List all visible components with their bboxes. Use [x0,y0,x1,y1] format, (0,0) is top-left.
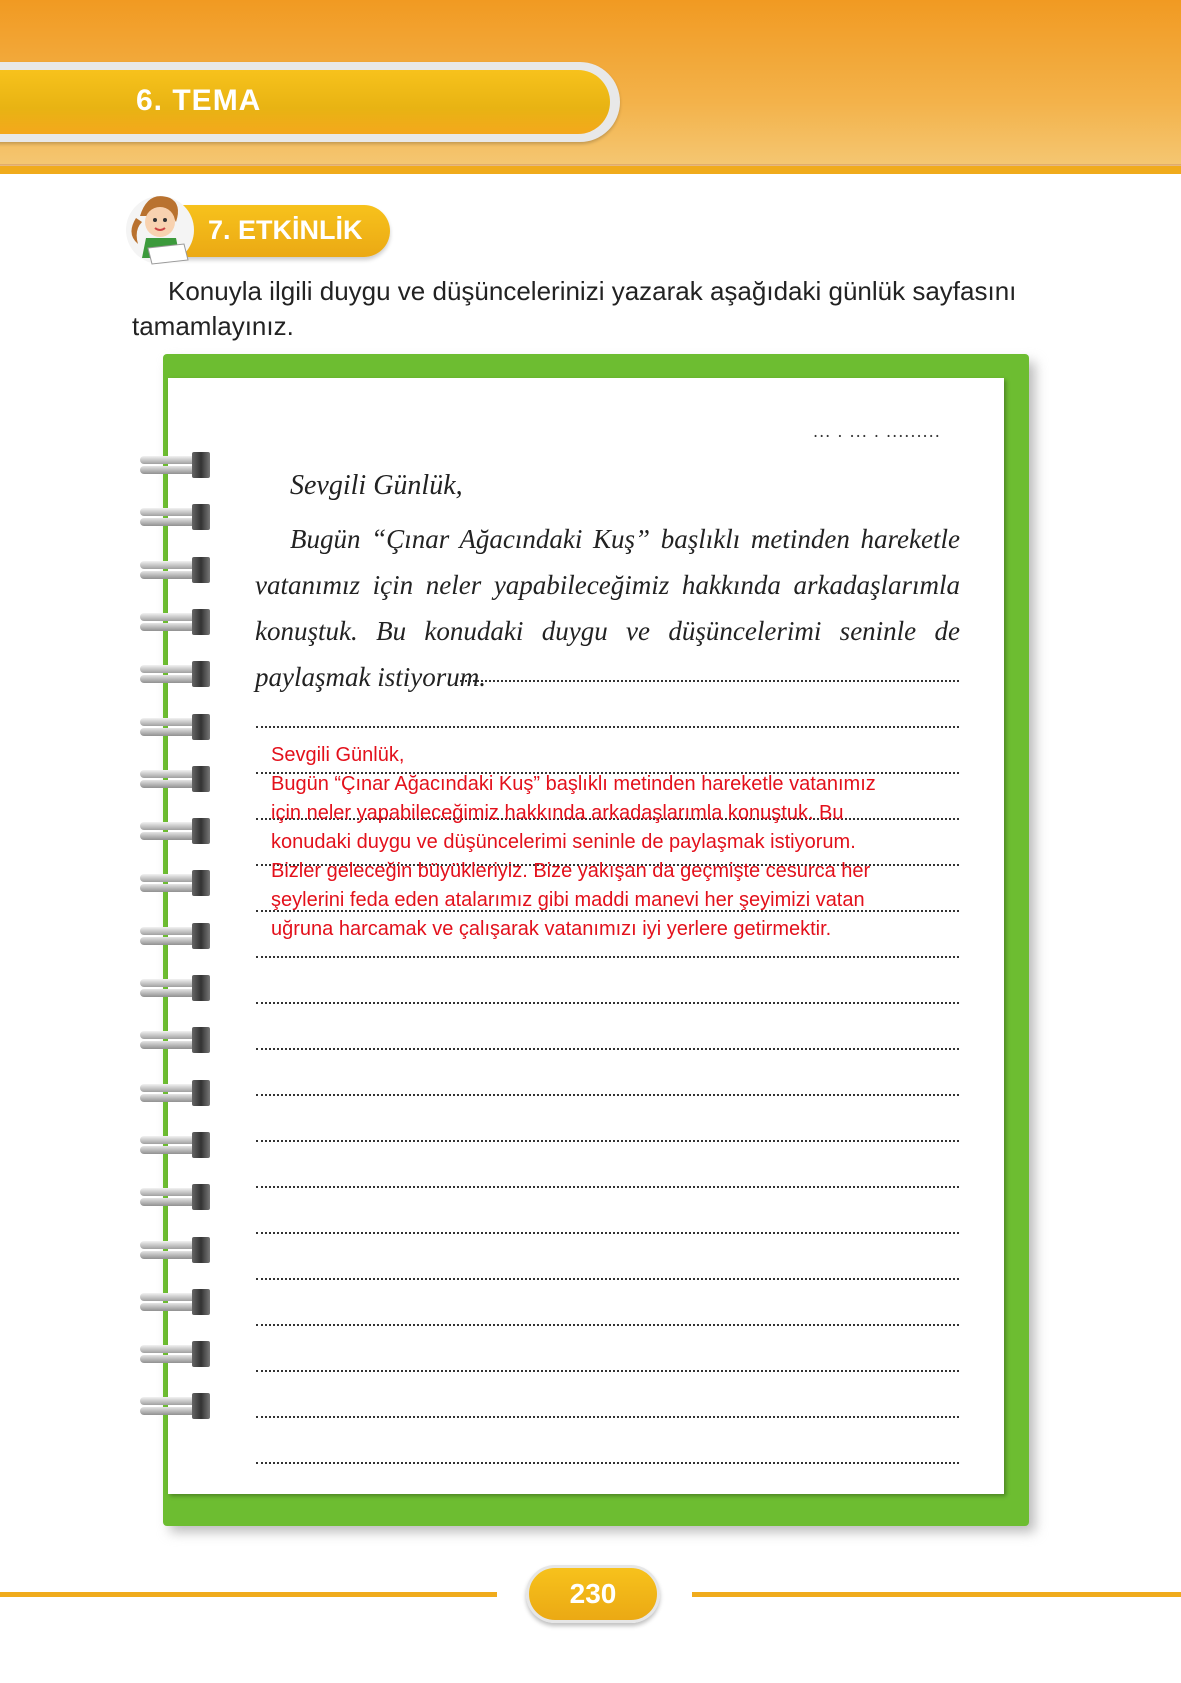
activity-instruction: Konuyla ilgili duygu ve düşüncelerinizi yazarak aşağıdaki günlük sayfasını tamamlayınız. [132,276,1017,341]
answer-line: uğruna harcamak ve çalışarak vatanımızı iyi yerlere getirmektir. [271,918,832,940]
spiral-ring-icon [140,1289,214,1315]
writing-line[interactable] [256,1186,959,1188]
writing-line[interactable] [256,1416,959,1418]
activity-title: 7. ETKİNLİK [208,215,363,245]
page-number: 230 [526,1565,660,1623]
writing-line[interactable] [256,1278,959,1280]
spiral-ring-icon [140,1184,214,1210]
diary-printed-text: Bugün “Çınar Ağacındaki Kuş” başlıklı metinden hareketle vatanımız için neler yapabileceğimiz hakkında arkadaşlarımla konuştuk. Bu konudaki duygu ve düşüncelerimi seninle de paylaşmak istiyorum. [255,524,960,692]
answer-line: şeylerini feda eden atalarımız gibi maddi manevi her şeyimizi vatan [271,889,865,911]
spiral-ring-icon [140,1393,214,1419]
girl-writing-icon [118,186,200,268]
writing-line[interactable] [256,1140,959,1142]
writing-line[interactable] [256,1048,959,1050]
spiral-ring-icon [140,1237,214,1263]
spiral-ring-icon [140,1080,214,1106]
spiral-ring-icon [140,870,214,896]
theme-title: 6. TEMA [136,84,262,117]
spiral-ring-icon [140,766,214,792]
header-divider [0,166,1181,174]
spiral-ring-icon [140,1132,214,1158]
answer-line: Bizler geleceğin büyükleriyiz. Bize yakışan da geçmişte cesurca her [271,860,871,882]
diary-salutation: Sevgili Günlük, [290,470,463,501]
writing-line[interactable] [256,1462,959,1464]
spiral-ring-icon [140,504,214,530]
theme-bar [0,70,610,134]
writing-line[interactable] [256,1370,959,1372]
spiral-ring-icon [140,714,214,740]
writing-line[interactable] [256,1232,959,1234]
spiral-ring-icon [140,818,214,844]
answer-line: konudaki duygu ve düşüncelerimi seninle de paylaşmak istiyorum. [271,831,856,853]
writing-line[interactable] [256,1094,959,1096]
spiral-ring-icon [140,557,214,583]
spiral-ring-icon [140,975,214,1001]
spiral-ring-icon [140,452,214,478]
answer-line: Bugün “Çınar Ağacındaki Kuş” başlıklı metinden hareketle vatanımız [271,773,876,795]
footer-line-right [692,1592,1181,1597]
footer-line-left [0,1592,497,1597]
spiral-ring-icon [140,661,214,687]
date-field[interactable]: ... . ... . ......... [813,422,941,441]
spiral-ring-icon [140,1341,214,1367]
writing-line[interactable] [256,1002,959,1004]
writing-line[interactable] [460,680,959,682]
spiral-ring-icon [140,923,214,949]
writing-line[interactable] [256,1324,959,1326]
answer-line: Sevgili Günlük, [271,744,405,766]
handwritten-answer [271,741,971,944]
spiral-ring-icon [140,609,214,635]
answer-line: için neler yapabileceğimiz hakkında arkadaşlarımla konuştuk. Bu [271,802,844,824]
writing-line[interactable] [256,726,959,728]
spiral-ring-icon [140,1027,214,1053]
writing-line[interactable] [256,956,959,958]
